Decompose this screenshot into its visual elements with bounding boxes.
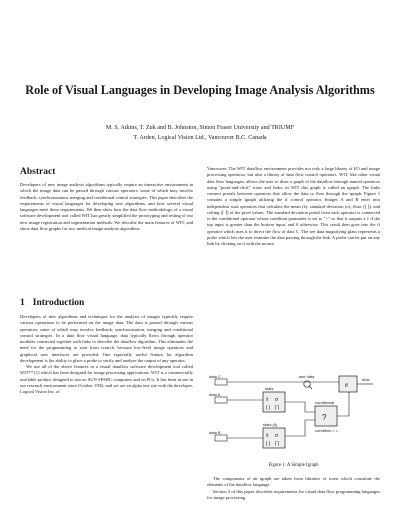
igraph-diagram	[207, 370, 380, 458]
label-conditional: conditional	[315, 400, 335, 405]
intro-title: Introduction	[32, 298, 85, 308]
label-condition: condition = >	[315, 428, 338, 433]
right-paragraph-2: The components of an igraph are taken from libraries of icons which constitute the elements of the dataflow language.	[207, 476, 380, 488]
label-data-a: data A	[209, 392, 221, 397]
intro-paragraph-2: We use all of the above features in a visual dataflow software development tool called WIT™ [1] which has been designed for image processing applications. WIT is a commercially available product designed to run on SUN SPARC computers and on PCs. It has been in use in our research environment since October 1992, and we are an alpha test site with the developer, Logical Vision Inc. of	[20, 364, 193, 394]
svg-text:x̄: x̄	[266, 433, 269, 439]
intro-number: 1	[20, 298, 25, 308]
author-block	[20, 123, 380, 143]
authors-line-2: T. Arden, Logical Vision Ltd., Vancouver B.C. Canada	[133, 135, 267, 141]
intro-heading	[20, 297, 84, 309]
figure-igraph	[207, 370, 380, 458]
link-stats-cond-top	[285, 402, 315, 412]
figure-caption: Figure 1: A Simple Igraph	[268, 463, 319, 468]
source-c-node	[215, 379, 227, 385]
label-data-c: data C	[209, 374, 221, 379]
abstract-heading: Abstract	[20, 167, 56, 177]
stats-operator-top	[263, 392, 285, 412]
link-stats-cond-bottom	[285, 420, 315, 436]
stats-operator-bottom	[263, 428, 285, 448]
right-paragraph-3: Section 2 of this paper describes requirements for visual data flow programming languages for image processing.	[207, 488, 380, 500]
right-paragraph-1: Vancouver. The WIT dataflow environment provides not only a large library of I/O and image processing operators, but also a library of data flow control operators. WIT, like other visual data flow languages, allows the user to draw a graph of the dataflow through named operators using "point-and-click" icons and links; in WIT this graph is called an igraph. The links connect portals between operators that allow the data to flow through the igraph. Figure 1 contains a simple igraph utilizing the if control operator. Images A and B enter into independent stats operators that calculate the mean (x̄), standard deviation (σ), floor (⌊ ⌋), and ceiling (⌈ ⌉) of the pixel values. The standard deviation portal from each operator is connected to the conditional operator whose condition parameter is set to ">" so that it outputs a 1 if the top input is greater than the bottom input, and 0 otherwise. This result then goes into the if operator which uses it to direct the flow of data C. The see data magnifying glass represents a probe which lets the user examine the data passing through the link. A probe can be put on any link by clicking on it with the mouse.	[207, 166, 380, 246]
intro-paragraph-1: Developers of new algorithms and techniques for the analysis of images typically require various operations to be performed on the image data. The data is passed through various operators, some of which may involve feedback, synchronization, merging and conditional control strategies. In a data flow visual language, data typically flows through operator modules connected together with links to describe the dataflow algorithm. This eliminates the need for the programming to start from scratch, because low-level image operators and graphical user interfaces are provided. One especially useful feature for algorithm development is the ability to place a probe to verify and analyze the output of any operator.	[20, 314, 193, 363]
abstract-body	[20, 182, 193, 232]
source-a-node	[215, 397, 227, 403]
svg-text:⌈⌉: ⌈⌉	[275, 405, 279, 411]
intro-body	[20, 314, 193, 395]
svg-text:σ: σ	[275, 433, 279, 439]
right-column-bottom	[207, 476, 380, 501]
if-operator	[339, 376, 357, 392]
svg-text:⌊⌋: ⌊⌋	[266, 441, 270, 447]
svg-text:if: if	[345, 383, 348, 389]
svg-text:x̄: x̄	[266, 397, 269, 403]
label-data-b: data B	[209, 430, 221, 435]
authors-line-1: M. S. Atkins, T. Zuk and B. Johnston, Simon Fraser University and TRIUMF	[105, 125, 295, 131]
conditional-operator	[315, 406, 337, 426]
link-cond-if	[337, 390, 349, 416]
svg-text:⌊⌋: ⌊⌋	[266, 405, 270, 411]
right-column-top	[207, 166, 380, 247]
source-b-node	[215, 435, 227, 441]
label-stats-top: stats	[265, 386, 274, 391]
label-see-data: see data	[299, 374, 315, 379]
svg-text:σ: σ	[275, 397, 279, 403]
svg-text:?: ?	[322, 413, 327, 422]
label-stats-bottom: stats (ii)	[263, 422, 277, 427]
label-dest: dest	[362, 377, 370, 382]
paper-title: Role of Visual Languages in Developing Image Analysis Algorithms	[25, 83, 375, 97]
abstract-text: Developers of new image analysis algorithms typically require an interactive environment in which the image data can be passed through various operators, some of which may involve feedback, synchronization, merging and conditional control strategies. This paper describes the requirements of visual languages for developing new algorithms, and how several visual languages meet these requirements. We then show how the data flow methodology of a visual software development tool called WIT has greatly simplified the prototyping and testing of our new image registration and segmentation methods. We describe the main features of WIT, and show data flow graphs for two medical image analysis algorithms.	[20, 182, 193, 231]
svg-text:⌈⌉: ⌈⌉	[275, 441, 279, 447]
